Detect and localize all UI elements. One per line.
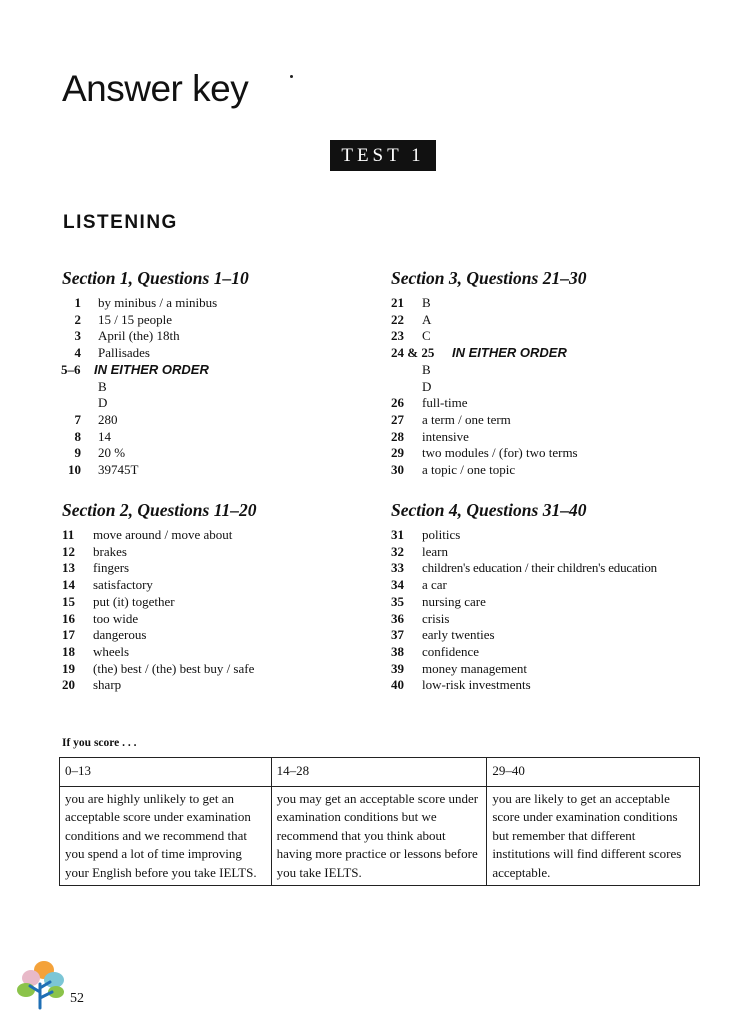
answer-item: 2 15 / 15 people: [74, 311, 173, 327]
score-range-mid: 14–28: [271, 758, 487, 787]
answer-item: 37 early twenties: [391, 627, 495, 643]
answer-item: 12 brakes: [62, 543, 127, 559]
answer-item: 15 put (it) together: [62, 593, 175, 609]
score-label: If you score . . .: [62, 737, 137, 749]
score-range-high: 29–40: [487, 758, 700, 787]
answer-item: 28 intensive: [391, 428, 469, 444]
answer-item: 11 move around / move about: [62, 527, 233, 542]
section-1-list: [61, 295, 249, 479]
answer-item: 10 39745T: [68, 462, 139, 478]
answer-item: B: [98, 378, 107, 394]
tree-logo-icon: [14, 958, 66, 1010]
answer-item: 22 A: [391, 311, 432, 327]
answer-item: 5–6 IN EITHER ORDER: [61, 361, 209, 377]
answer-item: 29 two modules / (for) two terms: [391, 445, 578, 461]
answer-item: 24 & 25 IN EITHER ORDER: [391, 345, 567, 361]
answer-item: 8 14: [74, 428, 111, 444]
answer-item: 9 20 %: [74, 445, 126, 461]
stray-mark: [290, 75, 293, 78]
section-4-list: [391, 527, 657, 694]
answer-item: 3 April (the) 18th: [74, 328, 180, 344]
score-header-row: [60, 758, 700, 787]
answer-item: 36 crisis: [391, 610, 450, 626]
section-1-title: Section 1, Questions 1–10: [62, 268, 249, 288]
answer-item: 4 Pallisades: [74, 345, 150, 361]
answer-item: 26 full-time: [391, 395, 468, 411]
section-1-block: [62, 268, 249, 479]
answer-item: 7 280: [74, 411, 118, 427]
answer-item: 20 sharp: [62, 677, 122, 693]
score-text-mid: you may get an acceptable score under examination conditions but we recommend that you think about having more practice or lessons before you take IELTS.: [271, 787, 487, 886]
answer-item: 39 money management: [391, 660, 528, 676]
score-text-high: you are likely to get an acceptable score under examination conditions but remember that different institutions will find different scores acceptable.: [487, 787, 700, 886]
section-4-block: [391, 500, 657, 694]
score-range-low: 0–13: [60, 758, 272, 787]
section-3-list: [391, 295, 586, 479]
score-text-low: you are highly unlikely to get an acceptable score under examination conditions and we recommend that you spend a lot of time improving your English before you take IELTS.: [60, 787, 272, 886]
answer-item: 16 too wide: [62, 610, 139, 626]
section-4-title: Section 4, Questions 31–40: [391, 500, 587, 520]
answer-item: 13 fingers: [62, 560, 130, 576]
answer-item: 23 C: [391, 328, 431, 344]
answer-item: 34 a car: [391, 577, 447, 593]
answer-item: 33 children's education / their children's education: [391, 560, 657, 576]
answer-item: 30 a topic / one topic: [391, 462, 516, 478]
section-2-list: [62, 527, 256, 694]
answer-item: 32 learn: [391, 543, 448, 559]
listening-heading: LISTENING: [63, 212, 178, 233]
answer-item: 27 a term / one term: [391, 411, 511, 427]
answer-item: 18 wheels: [62, 643, 130, 659]
answer-item: 21 B: [391, 295, 431, 310]
answer-item: 35 nursing care: [391, 593, 486, 609]
page-title: Answer key: [62, 68, 249, 109]
answer-item: D: [422, 378, 432, 394]
answer-item: 31 politics: [391, 527, 461, 542]
section-2-title: Section 2, Questions 11–20: [62, 500, 257, 520]
answer-item: 14 satisfactory: [62, 577, 153, 593]
answer-item: 19 (the) best / (the) best buy / safe: [62, 660, 255, 676]
answer-item: B: [422, 361, 431, 377]
answer-item: D: [98, 395, 108, 411]
test-label-badge: TEST 1: [330, 140, 436, 171]
score-table: [59, 757, 700, 886]
section-2-block: [62, 500, 256, 694]
answer-item: 40 low-risk investments: [391, 677, 531, 693]
answer-item: 38 confidence: [391, 643, 480, 659]
section-3-block: [391, 268, 586, 479]
answer-item: 1 by minibus / a minibus: [74, 295, 218, 310]
score-text-row: [60, 787, 700, 886]
section-3-title: Section 3, Questions 21–30: [391, 268, 587, 288]
page-number: 52: [70, 991, 84, 1006]
answer-item: 17 dangerous: [62, 627, 147, 643]
